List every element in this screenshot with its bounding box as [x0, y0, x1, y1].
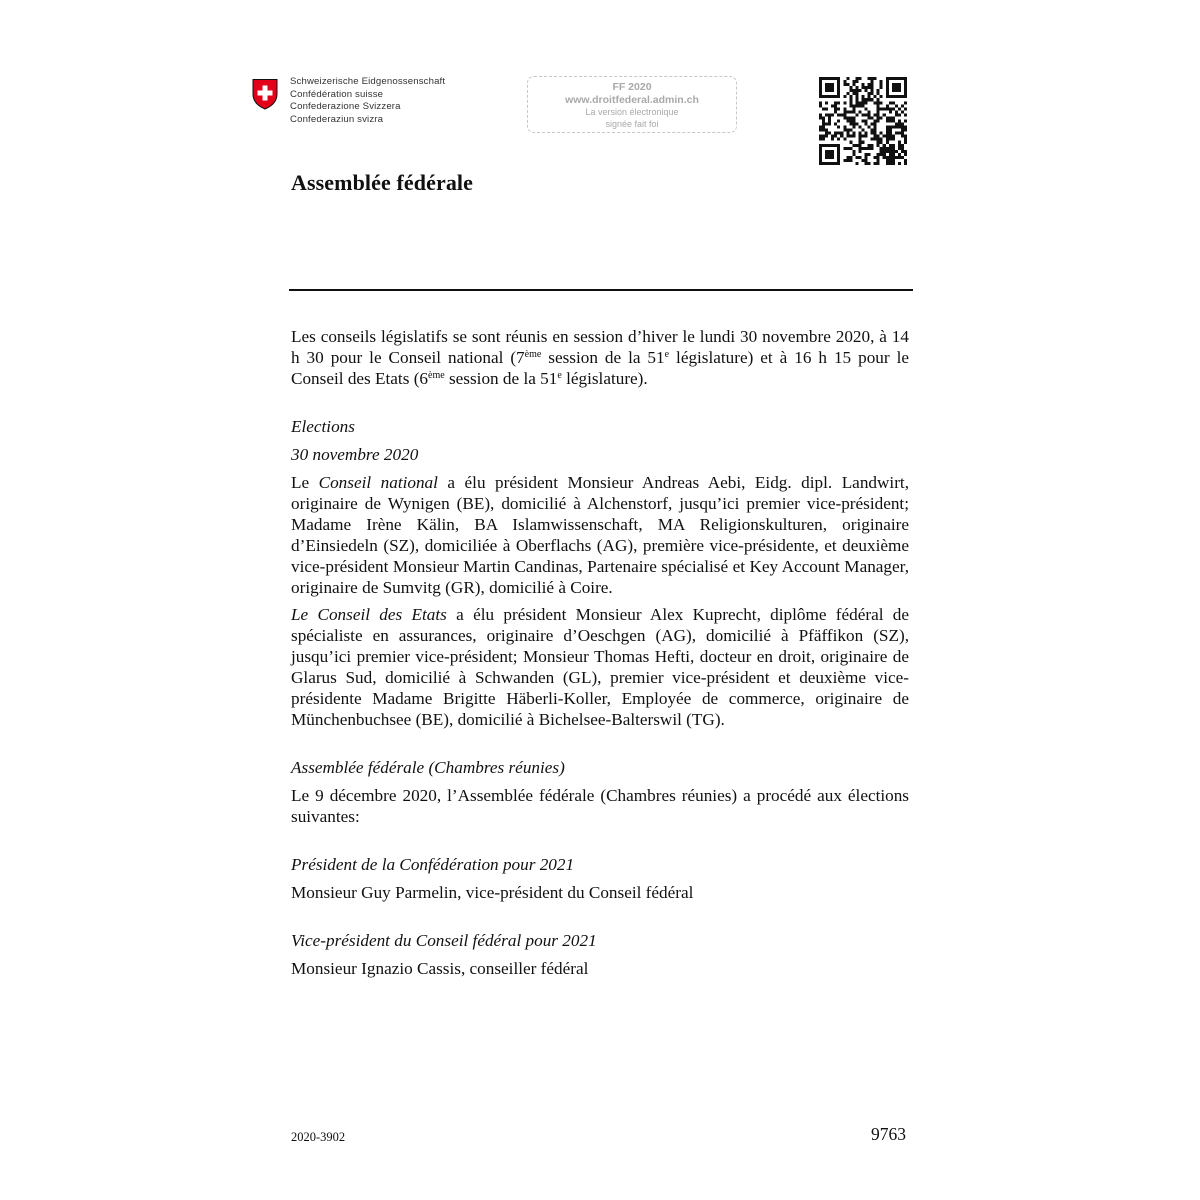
document-header [251, 76, 911, 176]
chambres-reunies-heading: Assemblée fédérale (Chambres réunies) [291, 758, 565, 777]
stamp-note-line2: signée fait foi [605, 118, 659, 129]
page-number: 9763 [871, 1124, 906, 1144]
confederation-name-it: Confederazione Svizzera [290, 101, 401, 113]
conseil-etats-paragraph: Le Conseil des Etats a élu président Monsieur Alex Kuprecht, diplôme fédéral de spécialiste en assurances, originaire d’Oeschgen (AG), domicilié à Pfäffikon (SZ), jusqu’ici premier vice-président; Monsieur Thomas Hefti, docteur en droit, originaire de Glarus Sud, domicilié à Schwanden (GL), premier vice-président et deuxième vice-présidente Madame Brigitte Häberli-Koller, Employée de commerce, originaire de Münchenbuchsee (BE), domicilié à Bichelsee-Balterswil (TG). [291, 605, 910, 729]
stamp-note-line1: La version électronique [585, 107, 679, 117]
president-text: Monsieur Guy Parmelin, vice-président du Conseil fédéral [291, 883, 694, 902]
confederation-names [290, 76, 445, 126]
swiss-coat-of-arms-icon [251, 78, 279, 110]
vice-president-text: Monsieur Ignazio Cassis, conseiller fédéral [291, 959, 589, 978]
intro-paragraph: Les conseils législatifs se sont réunis en session d’hiver le lundi 30 novembre 2020, à 14 h 30 pour le Conseil national (7ème session de la 51e législature) et à 16 h 15 pour le Conseil des Etats (6ème session de la 51e législature). [291, 327, 909, 388]
confederation-name-fr: Confédération suisse [290, 88, 384, 100]
confederation-name-rm: Confederaziun svizra [290, 113, 384, 125]
document-reference: 2020-3902 [291, 1130, 346, 1144]
vice-president-heading: Vice-président du Conseil fédéral pour 2021 [291, 931, 597, 950]
confederation-name-de: Schweizerische Eidgenossenschaft [290, 76, 446, 87]
page-title: Assemblée fédérale [291, 170, 474, 195]
elections-heading: Elections [291, 417, 355, 436]
electronic-version-stamp [527, 76, 737, 133]
stamp-ff-label: FF 2020 [612, 81, 652, 93]
elections-date: 30 novembre 2020 [291, 445, 419, 464]
stamp-url: www.droitfederal.admin.ch [565, 94, 699, 106]
qr-code-icon [819, 77, 907, 165]
document-body [291, 326, 909, 979]
chambres-reunies-paragraph: Le 9 décembre 2020, l’Assemblée fédérale (Chambres réunies) a procédé aux élections suivantes: [291, 786, 909, 826]
title-divider [289, 289, 913, 291]
president-heading: Président de la Confédération pour 2021 [291, 855, 575, 874]
conseil-national-paragraph: Le Conseil national a élu président Monsieur Andreas Aebi, Eidg. dipl. Landwirt, originaire de Wynigen (BE), domicilié à Alchenstorf, jusqu’ici premier vice-président; Madame Irène Kälin, BA Islamwissenschaft, MA Religionskulturen, originaire d’Einsiedeln (SZ), domiciliée à Oberflachs (AG), première vice-présidente, et deuxième vice-président Monsieur Martin Candinas, Partenaire spécialisé et Key Account Manager, originaire de Sumvitg (GR), domicilié à Coire. [291, 473, 909, 597]
